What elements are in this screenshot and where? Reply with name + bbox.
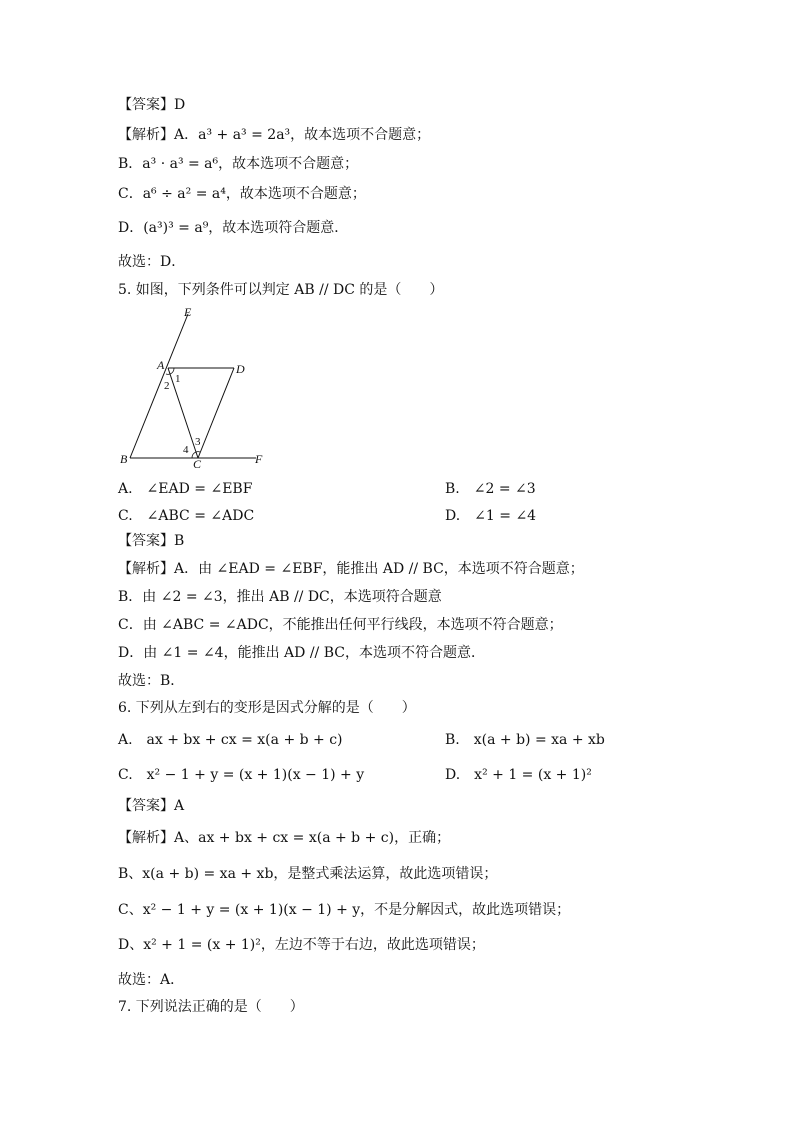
q6-analysis-c: C、x² − 1 + y = (x + 1)(x − 1) + y，不是分解因式，故此选项错误；	[118, 902, 571, 918]
label-F: F	[255, 452, 263, 466]
answer-line-q5: 【答案】B	[118, 533, 185, 549]
label-A: A	[157, 358, 165, 372]
q6-option-c: C. x² − 1 + y = (x + 1)(x − 1) + y	[118, 767, 365, 783]
q5-analysis-b: B．由 ∠2 = ∠3，推出 AB // DC，本选项符合题意	[118, 589, 442, 605]
q6-option-a: A. ax + bx + cx = x(a + b + c)	[118, 732, 343, 748]
q5-option-b: B. ∠2 = ∠3	[445, 481, 536, 497]
analysis-line-d: D．(a³)³ = a⁹，故本选项符合题意．	[118, 220, 349, 236]
label-C: C	[193, 457, 202, 471]
q6-option-d: D. x² + 1 = (x + 1)²	[445, 767, 592, 783]
label-angle-3: 3	[195, 436, 201, 448]
q6-analysis-b: B、x(a + b) = xa + xb，是整式乘法运算，故此选项错误；	[118, 866, 498, 882]
label-angle-4: 4	[183, 444, 189, 456]
question-6-stem: 6. 下列从左到右的变形是因式分解的是（ ）	[118, 700, 416, 716]
answer-line-q6: 【答案】A	[118, 798, 185, 814]
q5-analysis-a: 【解析】A．由 ∠EAD = ∠EBF，能推出 AD // BC，本选项不符合题意；	[118, 561, 584, 577]
line-BE	[130, 314, 188, 458]
choose-line-q6: 故选：A．	[118, 972, 185, 988]
analysis-line-a: 【解析】A．a³ + a³ = 2a³，故本选项不合题意；	[118, 127, 431, 143]
answer-line-q4: 【答案】D	[118, 97, 186, 113]
question-5-figure	[116, 306, 276, 472]
q6-analysis-a: 【解析】A、ax + bx + cx = x(a + b + c)，正确；	[118, 830, 451, 846]
angle-arc-1	[170, 368, 174, 374]
geometry-diagram	[116, 306, 276, 472]
q5-analysis-d: D．由 ∠1 = ∠4，能推出 AD // BC，本选项不符合题意．	[118, 645, 485, 661]
label-B: B	[120, 452, 128, 466]
label-angle-2: 2	[164, 380, 170, 392]
question-5-stem: 5. 如图，下列条件可以判定 AB // DC 的是（ ）	[118, 282, 444, 298]
label-angle-1: 1	[175, 373, 181, 385]
choose-line-q4: 故选：D．	[118, 254, 186, 270]
q5-option-a: A. ∠EAD = ∠EBF	[118, 481, 253, 497]
label-E: E	[184, 306, 192, 319]
q6-option-b: B. x(a + b) = xa + xb	[445, 732, 605, 748]
q5-option-c: C. ∠ABC = ∠ADC	[118, 508, 255, 524]
q5-analysis-c: C．由 ∠ABC = ∠ADC，不能推出任何平行线段，本选项不符合题意；	[118, 617, 563, 633]
choose-line-q5: 故选：B．	[118, 673, 185, 689]
line-DC	[198, 368, 234, 458]
analysis-line-c: C．a⁶ ÷ a² = a⁴，故本选项不合题意；	[118, 186, 366, 202]
q5-option-d: D. ∠1 = ∠4	[445, 508, 537, 524]
label-D: D	[236, 362, 245, 376]
q6-analysis-d: D、x² + 1 = (x + 1)²，左边不等于右边，故此选项错误；	[118, 937, 485, 953]
analysis-line-b: B．a³ · a³ = a⁶，故本选项不合题意；	[118, 156, 359, 172]
question-7-stem: 7. 下列说法正确的是（ ）	[118, 999, 304, 1015]
